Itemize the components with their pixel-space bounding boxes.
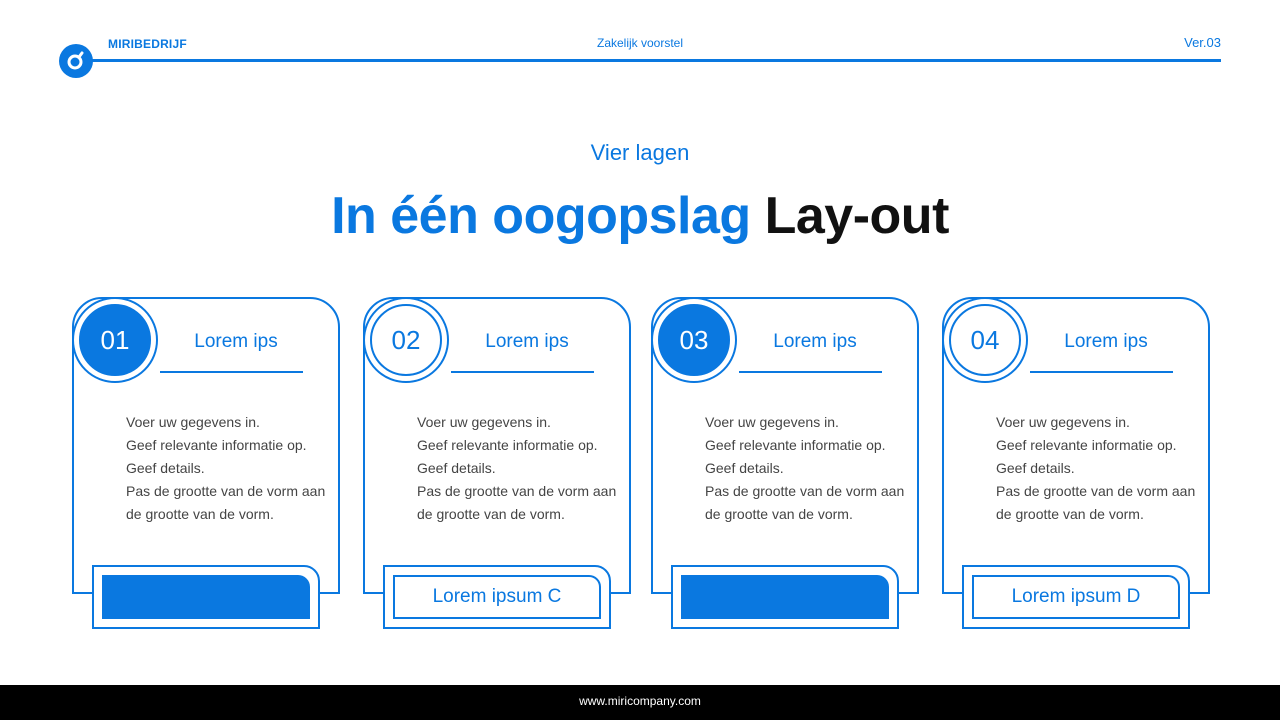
title-underline — [451, 371, 594, 373]
card-tab — [671, 565, 899, 629]
number-badge — [651, 297, 737, 383]
footer-bar — [0, 685, 1280, 720]
layer-card-04 — [942, 297, 1210, 632]
card-number: 01 — [79, 304, 151, 376]
layer-card-01 — [72, 297, 340, 632]
layer-card-03 — [651, 297, 919, 632]
body-line: Voer uw gegevens in. — [996, 414, 1130, 430]
body-line: Geef relevante informatie op. — [996, 437, 1177, 453]
card-tab — [92, 565, 320, 629]
card-tab-label — [102, 575, 310, 619]
body-line: de grootte van de vorm. — [417, 506, 565, 522]
document-title: Zakelijk voorstel — [596, 36, 684, 50]
card-body — [417, 411, 627, 526]
body-line: Pas de grootte van de vorm aan — [705, 483, 905, 499]
headline-text: Lay-out — [764, 187, 949, 245]
body-line: de grootte van de vorm. — [705, 506, 853, 522]
card-title: Lorem ips — [194, 331, 278, 352]
card-number: 04 — [949, 304, 1021, 376]
card-tab-label: Lorem ipsum C — [393, 575, 601, 619]
card-tab — [383, 565, 611, 629]
card-tab-label: Lorem ipsum D — [972, 575, 1180, 619]
card-tab — [962, 565, 1190, 629]
body-line: Geef relevante informatie op. — [417, 437, 598, 453]
card-body — [705, 411, 915, 526]
section-subtitle: Vier lagen — [590, 140, 690, 165]
body-line: Pas de grootte van de vorm aan — [996, 483, 1196, 499]
version-label: Ver.03 — [1184, 35, 1221, 50]
card-title: Lorem ips — [773, 331, 857, 352]
body-line: Geef details. — [996, 460, 1075, 476]
body-line: de grootte van de vorm. — [126, 506, 274, 522]
card-title: Lorem ips — [485, 331, 569, 352]
title-underline — [160, 371, 303, 373]
number-badge — [363, 297, 449, 383]
card-number: 03 — [658, 304, 730, 376]
body-line: Pas de grootte van de vorm aan — [126, 483, 326, 499]
card-body — [126, 411, 336, 526]
body-line: Geef details. — [126, 460, 205, 476]
footer-url: www.miricompany.com — [579, 694, 701, 708]
brand-name: MIRIBEDRIJF — [108, 37, 187, 51]
body-line: Voer uw gegevens in. — [417, 414, 551, 430]
title-underline — [1030, 371, 1173, 373]
card-title: Lorem ips — [1064, 331, 1148, 352]
body-line: Pas de grootte van de vorm aan — [417, 483, 617, 499]
card-body — [996, 411, 1206, 526]
body-line: Voer uw gegevens in. — [705, 414, 839, 430]
number-badge — [942, 297, 1028, 383]
headline-highlight: In één oogopslag — [331, 187, 751, 245]
number-badge — [72, 297, 158, 383]
layer-card-02 — [363, 297, 631, 632]
body-line: Geef relevante informatie op. — [126, 437, 307, 453]
body-line: Geef relevante informatie op. — [705, 437, 886, 453]
body-line: de grootte van de vorm. — [996, 506, 1144, 522]
card-tab-label — [681, 575, 889, 619]
body-line: Geef details. — [417, 460, 496, 476]
body-line: Geef details. — [705, 460, 784, 476]
page-headline — [0, 186, 1280, 246]
header-divider — [76, 59, 1221, 62]
body-line: Voer uw gegevens in. — [126, 414, 260, 430]
card-number: 02 — [370, 304, 442, 376]
title-underline — [739, 371, 882, 373]
